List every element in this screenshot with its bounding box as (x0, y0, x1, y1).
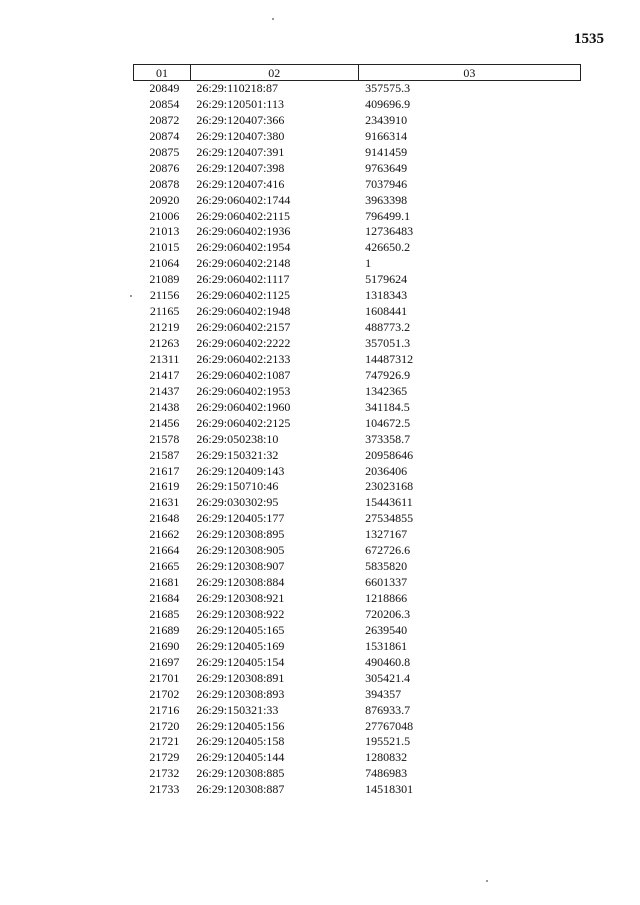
cell-01: 21733 (149, 782, 180, 797)
cell-03: 12736483 (365, 224, 414, 239)
cell-03: 1 (365, 256, 372, 271)
cell-03: 6601337 (365, 575, 408, 590)
cell-01: 21681 (149, 575, 180, 590)
cell-01: 21587 (149, 447, 180, 462)
cell-01: 21311 (149, 351, 180, 366)
cell-03: 357575.3 (365, 81, 411, 95)
cell-01: 21617 (149, 463, 180, 478)
cell-02: 26:29:120407:380 (196, 128, 285, 143)
table-row (134, 81, 581, 97)
cell-03: 341184.5 (365, 399, 410, 414)
cell-01: 21578 (149, 431, 180, 446)
cell-03: 394357 (365, 686, 402, 701)
cell-02: 26:29:060402:2125 (196, 415, 291, 430)
table-row (134, 113, 581, 129)
table-row (134, 193, 581, 209)
table-row (134, 623, 581, 639)
cell-03: 1327167 (365, 527, 408, 542)
table-row (134, 607, 581, 623)
header-col-01: 01 (134, 65, 191, 81)
table-row (134, 639, 581, 655)
cell-03: 409696.9 (365, 96, 411, 111)
table-row (134, 416, 581, 432)
cell-01: 20854 (149, 96, 180, 111)
scan-speck (272, 18, 274, 20)
header-col-02: 02 (190, 65, 358, 81)
cell-02: 26:29:120407:391 (196, 144, 285, 159)
cell-02: 26:29:060402:1744 (196, 192, 291, 207)
cell-03: 5179624 (365, 272, 408, 287)
table-row (134, 575, 581, 591)
table-row (134, 495, 581, 511)
cell-02: 26:29:060402:1125 (196, 288, 290, 303)
page-number: 1535 (574, 31, 604, 47)
cell-01: 20878 (149, 176, 180, 191)
cell-01: 21720 (149, 718, 180, 733)
table-row (134, 272, 581, 288)
cell-01: 21064 (149, 256, 180, 271)
table-row (134, 719, 581, 735)
cell-01: 21697 (149, 654, 180, 669)
cell-01: 21701 (149, 670, 180, 685)
table-body (134, 81, 581, 799)
table-row (134, 527, 581, 543)
cell-01: 21631 (149, 495, 180, 510)
cell-02: 26:29:120405:154 (196, 654, 285, 669)
cell-01: 21165 (149, 304, 180, 319)
cell-03: 1531861 (365, 638, 408, 653)
cell-02: 26:29:060402:1936 (196, 224, 291, 239)
cell-02: 26:29:120407:366 (196, 112, 285, 127)
table-row (134, 320, 581, 336)
table-row (134, 304, 581, 320)
cell-02: 26:29:060402:1948 (196, 304, 291, 319)
table-row (134, 655, 581, 671)
cell-01: 21664 (149, 543, 180, 558)
cell-02: 26:29:120405:158 (196, 734, 285, 749)
cell-02: 26:29:120308:921 (196, 591, 285, 605)
cell-01: 21721 (149, 734, 180, 749)
table-row (134, 671, 581, 687)
cell-02: 26:29:120308:891 (196, 670, 285, 685)
scan-speck (130, 295, 132, 297)
cell-03: 488773.2 (365, 320, 411, 335)
table-row (134, 384, 581, 400)
cell-03: 426650.2 (365, 240, 411, 255)
cell-03: 1218866 (365, 591, 408, 605)
cell-03: 672726.6 (365, 543, 411, 558)
table-row (134, 352, 581, 368)
cell-03: 2036406 (365, 463, 408, 478)
cell-02: 26:29:150321:33 (196, 702, 279, 717)
cell-01: 21156 (149, 288, 180, 303)
cell-01: 21619 (149, 479, 180, 494)
cell-03: 9166314 (365, 128, 408, 143)
cell-02: 26:29:120407:416 (196, 176, 285, 191)
table-row (134, 256, 581, 272)
cell-03: 7486983 (365, 766, 408, 781)
table-row (134, 464, 581, 480)
cell-01: 20849 (149, 81, 180, 95)
header-col-03: 03 (358, 65, 580, 81)
cell-02: 26:29:150710:46 (196, 479, 279, 494)
table-row (134, 161, 581, 177)
cell-01: 21684 (149, 591, 180, 605)
cell-03: 9141459 (365, 144, 408, 159)
cell-02: 26:29:120308:887 (196, 782, 285, 797)
cell-01: 21662 (149, 527, 180, 542)
table-row (134, 479, 581, 495)
cell-02: 26:29:120405:156 (196, 718, 285, 733)
cell-02: 26:29:060402:1087 (196, 367, 291, 382)
cell-01: 21690 (149, 638, 180, 653)
cell-03: 5835820 (365, 559, 408, 574)
cell-02: 26:29:060402:1960 (196, 399, 291, 414)
table-row (134, 703, 581, 719)
cell-03: 876933.7 (365, 702, 411, 717)
cell-03: 104672.5 (365, 415, 411, 430)
cell-01: 21006 (149, 208, 180, 223)
cell-01: 21456 (149, 415, 180, 430)
cell-02: 26:29:110218:87 (196, 81, 278, 95)
cell-03: 2343910 (365, 112, 408, 127)
cell-03: 747926.9 (365, 367, 411, 382)
table-row (134, 240, 581, 256)
cell-03: 490460.8 (365, 654, 411, 669)
cell-03: 195521.5 (365, 734, 411, 749)
data-table (133, 64, 581, 798)
table-row (134, 129, 581, 145)
cell-01: 21732 (149, 766, 180, 781)
table-header (134, 65, 581, 81)
cell-02: 26:29:050238:10 (196, 431, 279, 446)
cell-01: 21438 (149, 399, 180, 414)
cell-02: 26:29:060402:2115 (196, 208, 290, 223)
cell-01: 21685 (149, 606, 180, 621)
cell-03: 14487312 (365, 351, 414, 366)
cell-02: 26:29:120501:113 (196, 96, 284, 111)
cell-03: 3963398 (365, 192, 408, 207)
cell-03: 1342365 (365, 383, 408, 398)
cell-02: 26:29:060402:1954 (196, 240, 291, 255)
scan-speck (486, 880, 488, 882)
cell-03: 14518301 (365, 782, 414, 797)
cell-01: 21729 (149, 750, 180, 765)
table-row (134, 177, 581, 193)
cell-02: 26:29:120405:165 (196, 622, 285, 637)
cell-02: 26:29:120405:169 (196, 638, 285, 653)
cell-03: 796499.1 (365, 208, 411, 223)
cell-03: 1280832 (365, 750, 408, 765)
cell-03: 20958646 (365, 447, 414, 462)
cell-02: 26:29:150321:32 (196, 447, 279, 462)
cell-01: 21689 (149, 622, 180, 637)
cell-01: 21089 (149, 272, 180, 287)
table-row (134, 432, 581, 448)
cell-01: 21716 (149, 702, 180, 717)
cell-01: 20875 (149, 144, 180, 159)
cell-03: 27534855 (365, 511, 414, 526)
table-row (134, 766, 581, 782)
cell-03: 373358.7 (365, 431, 411, 446)
cell-02: 26:29:060402:2222 (196, 336, 291, 350)
table-row (134, 400, 581, 416)
cell-01: 20872 (149, 112, 180, 127)
table-row (134, 543, 581, 559)
cell-02: 26:29:120405:177 (196, 511, 285, 526)
cell-03: 15443611 (365, 495, 413, 510)
table-row (134, 97, 581, 113)
cell-02: 26:29:030302:95 (196, 495, 279, 510)
header-row (134, 65, 581, 81)
cell-01: 21437 (149, 383, 180, 398)
cell-03: 305421.4 (365, 670, 411, 685)
cell-02: 26:29:060402:2133 (196, 351, 291, 366)
cell-02: 26:29:060402:1953 (196, 383, 291, 398)
cell-01: 21015 (149, 240, 180, 255)
cell-01: 20874 (149, 128, 180, 143)
cell-02: 26:29:060402:2157 (196, 320, 291, 335)
cell-01: 21648 (149, 511, 180, 526)
cell-02: 26:29:120308:905 (196, 543, 285, 558)
cell-02: 26:29:060402:1117 (196, 272, 290, 287)
table-row (134, 224, 581, 240)
cell-01: 20876 (149, 160, 180, 175)
table-row (134, 209, 581, 225)
cell-03: 720206.3 (365, 606, 411, 621)
table-row (134, 288, 581, 304)
cell-02: 26:29:120407:398 (196, 160, 285, 175)
cell-02: 26:29:060402:2148 (196, 256, 291, 271)
cell-02: 26:29:120405:144 (196, 750, 285, 765)
cell-01: 21702 (149, 686, 180, 701)
cell-01: 21417 (149, 367, 180, 382)
cell-03: 7037946 (365, 176, 408, 191)
table-row (134, 591, 581, 607)
cell-03: 27767048 (365, 718, 414, 733)
table-row (134, 448, 581, 464)
table-row (134, 750, 581, 766)
cell-03: 357051.3 (365, 336, 411, 350)
cell-02: 26:29:120308:907 (196, 559, 285, 574)
table-row (134, 511, 581, 527)
table-row (134, 336, 581, 352)
table-row (134, 687, 581, 703)
cell-01: 21013 (149, 224, 180, 239)
cell-02: 26:29:120308:893 (196, 686, 285, 701)
cell-01: 21219 (149, 320, 180, 335)
cell-03: 9763649 (365, 160, 408, 175)
table-row (134, 782, 581, 798)
cell-03: 1318343 (365, 288, 408, 303)
cell-01: 21263 (149, 336, 180, 350)
table-row (134, 559, 581, 575)
cell-01: 20920 (149, 192, 180, 207)
cell-02: 26:29:120409:143 (196, 463, 285, 478)
table-row (134, 368, 581, 384)
cell-02: 26:29:120308:922 (196, 606, 285, 621)
cell-03: 1608441 (365, 304, 408, 319)
cell-01: 21665 (149, 559, 180, 574)
cell-02: 26:29:120308:885 (196, 766, 285, 781)
cell-03: 2639540 (365, 622, 408, 637)
cell-02: 26:29:120308:895 (196, 527, 285, 542)
cell-02: 26:29:120308:884 (196, 575, 285, 590)
cell-03: 23023168 (365, 479, 414, 494)
table-row (134, 734, 581, 750)
table-row (134, 145, 581, 161)
